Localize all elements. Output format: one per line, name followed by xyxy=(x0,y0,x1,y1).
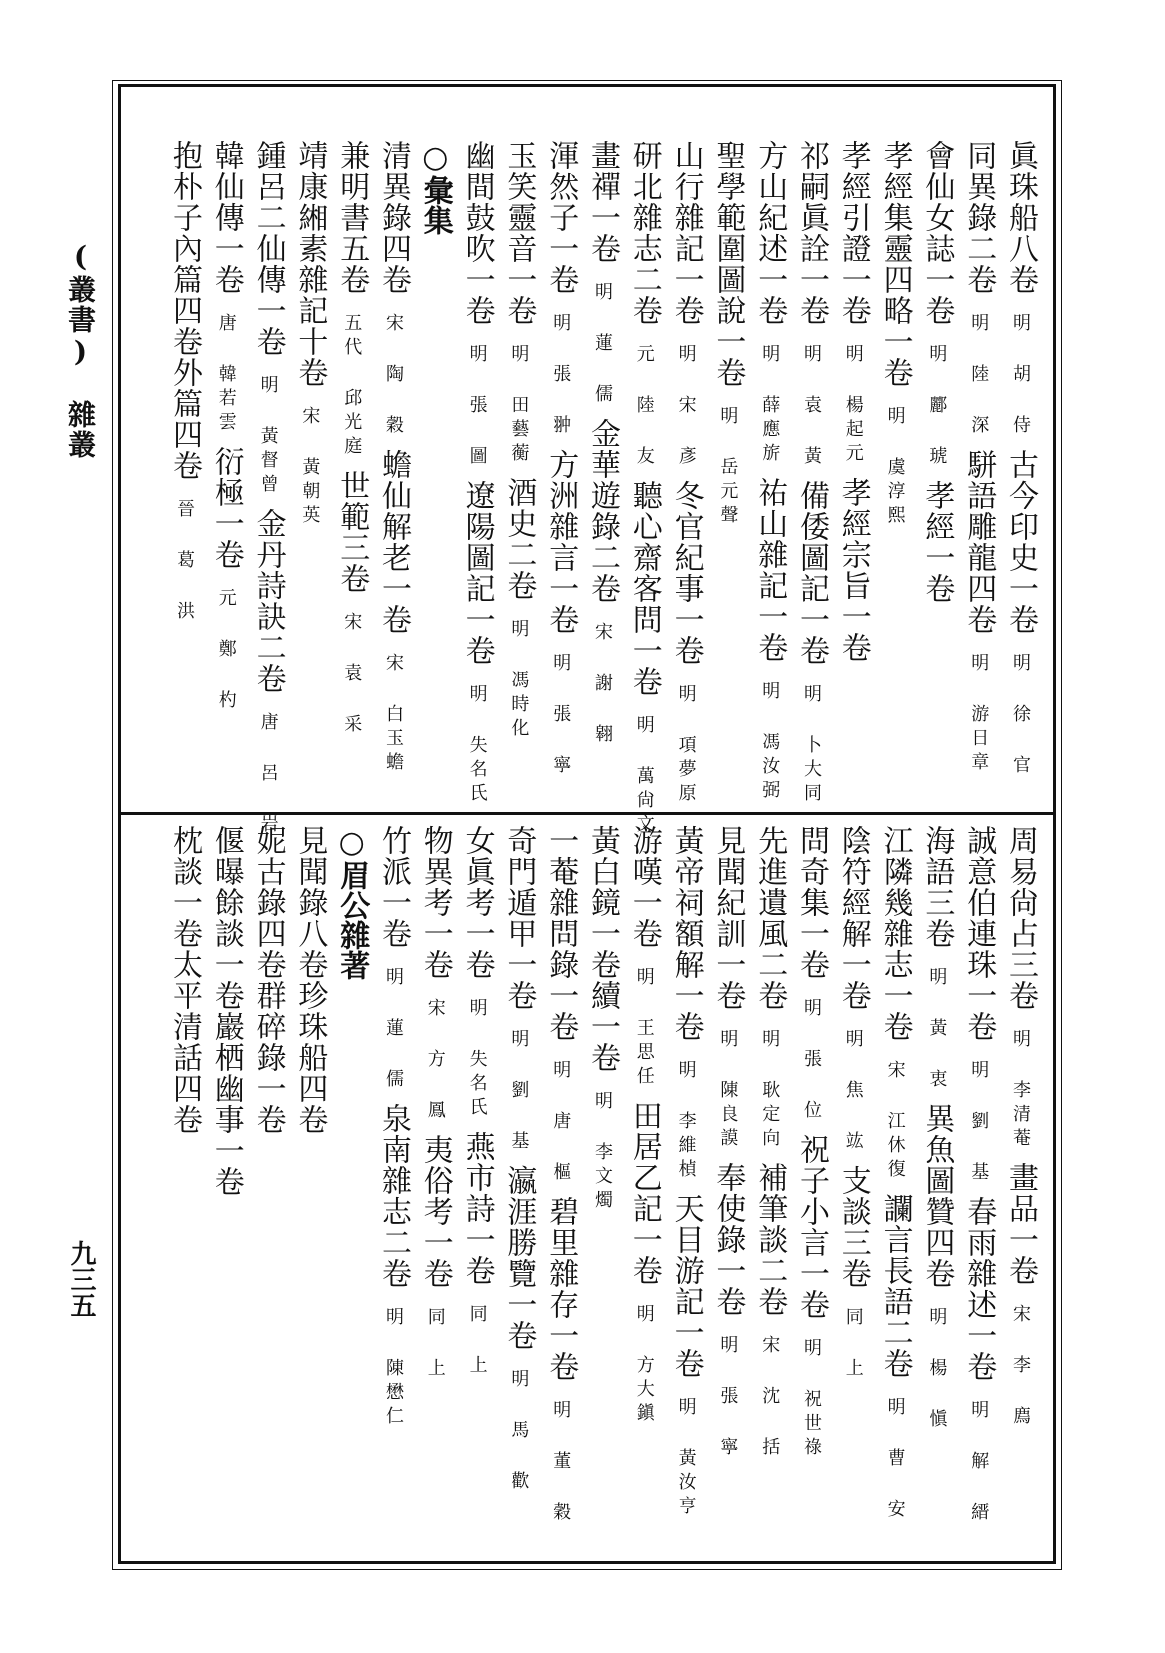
author-note: 同 上 xyxy=(466,1304,488,1379)
entry-column xyxy=(415,825,455,1545)
book-title: 補筆談二卷 xyxy=(752,1162,788,1317)
entry-column xyxy=(666,825,706,1545)
author-note: 同 上 xyxy=(424,1307,446,1382)
book-title: 海語三卷 xyxy=(919,825,955,949)
author-note: 明 張 位 xyxy=(801,998,822,1124)
author-note: 明 方大鎭 xyxy=(633,1304,655,1427)
book-title: 酒史二卷 xyxy=(501,477,537,601)
book-title: 妮古錄四卷 xyxy=(250,825,286,980)
book-title: 偃曝餘談一卷 xyxy=(208,825,244,1011)
entry-column xyxy=(707,825,747,1545)
author-note: 晉 葛 洪 xyxy=(174,499,195,625)
book-title: 會仙女誌一卷 xyxy=(919,140,955,326)
entry-column xyxy=(582,140,622,800)
book-title: 韓仙傳一卷 xyxy=(208,140,244,295)
book-title: 兼明書五卷 xyxy=(334,140,370,295)
entry-column xyxy=(624,825,664,1545)
author-note: 明 酈 琥 xyxy=(926,344,948,470)
book-title: 孝經集靈四略一卷 xyxy=(877,140,913,388)
section-heading: ○彙集 xyxy=(417,140,453,235)
author-note: 明 蓮 儒 xyxy=(383,967,404,1093)
book-title: 一菴雜問錄一卷 xyxy=(543,825,579,1042)
book-title: 畫品一卷 xyxy=(1003,1162,1038,1286)
author-note: 明 馬 歡 xyxy=(508,1369,530,1495)
book-title: 燕市詩一卷 xyxy=(459,1131,495,1286)
running-head: (叢書) 雜叢 xyxy=(64,240,97,460)
book-title: 蟾仙解老一卷 xyxy=(376,449,411,635)
entry-column xyxy=(1000,825,1040,1545)
entry-column xyxy=(791,825,831,1545)
book-title: 金丹詩訣二卷 xyxy=(250,508,286,694)
author-note: 明 耿定向 xyxy=(759,1029,781,1152)
book-title: 夷俗考一卷 xyxy=(417,1134,453,1289)
book-title: 春雨雜述一卷 xyxy=(961,1196,997,1382)
author-note: 宋 江休復 xyxy=(884,1060,906,1183)
book-title: 群碎錄一卷 xyxy=(250,980,286,1135)
entry-column xyxy=(791,140,831,807)
book-title: 誠意伯連珠一卷 xyxy=(961,825,997,1042)
book-title: 問奇集一卷 xyxy=(794,825,829,980)
author-note: 明 田藝蘅 xyxy=(508,344,530,467)
entry-column xyxy=(875,140,915,800)
section-heading: ○眉公雜著 xyxy=(334,825,370,980)
entry-column xyxy=(958,825,998,1545)
author-note: 明 陳良謨 xyxy=(717,1029,739,1152)
author-note: 唐 韓若雲 xyxy=(215,313,237,436)
author-note: 明 宋 彥 xyxy=(675,344,697,470)
author-note: 明 項夢原 xyxy=(675,684,697,807)
entry-column xyxy=(206,825,246,1545)
book-title: 祝子小言一卷 xyxy=(794,1134,829,1320)
entry-column xyxy=(666,140,706,807)
book-title: 支談三卷 xyxy=(835,1165,871,1289)
author-note: 明 失名氏 xyxy=(466,684,488,807)
author-note: 明 劉 基 xyxy=(968,1060,990,1186)
author-note: 明 陳懋仁 xyxy=(383,1307,404,1430)
page-number: 九三五 xyxy=(66,1240,96,1318)
book-title: 同異錄二卷 xyxy=(961,140,997,295)
book-title: 奇門遁甲一卷 xyxy=(501,825,537,1011)
book-title: 孝經宗旨一卷 xyxy=(835,477,871,663)
book-title: 竹派一卷 xyxy=(376,825,411,949)
author-note: 宋 白玉蟾 xyxy=(383,653,404,776)
book-title: 金華遊錄二卷 xyxy=(585,418,620,604)
book-title: 奉使錄一卷 xyxy=(710,1162,746,1317)
author-note: 元 鄭 杓 xyxy=(215,588,237,714)
book-title: 聽心齋客問一卷 xyxy=(626,480,662,697)
book-title: 清異錄四卷 xyxy=(376,140,411,295)
book-title: 讕言長語二卷 xyxy=(877,1193,913,1379)
entry-column xyxy=(540,140,580,800)
entry-column xyxy=(415,140,455,800)
entry-column xyxy=(248,140,288,838)
entry-column xyxy=(624,140,664,838)
entry-column xyxy=(540,825,580,1545)
book-title: 駢語雕龍四卷 xyxy=(961,449,997,635)
book-title: 珍珠船四卷 xyxy=(292,980,328,1135)
book-title: 祐山雜記一卷 xyxy=(752,477,788,663)
author-note: 宋 陶 穀 xyxy=(383,313,404,439)
author-note: 明 徐 官 xyxy=(1010,653,1031,779)
author-note: 明 陸 深 xyxy=(968,313,990,439)
entry-column xyxy=(457,140,497,807)
book-title: 幽間鼓吹一卷 xyxy=(459,140,495,326)
author-note: 明 岳元聲 xyxy=(717,406,739,529)
author-note: 明 李維楨 xyxy=(675,1060,697,1183)
author-note: 明 張 寧 xyxy=(550,653,572,779)
author-note: 宋 黃朝英 xyxy=(299,406,321,529)
author-note: 明 曹 安 xyxy=(884,1397,906,1523)
book-title: 備倭圖記一卷 xyxy=(794,480,829,666)
author-note: 明 萬尙文 xyxy=(633,715,655,838)
book-title: 遼陽圖記一卷 xyxy=(459,480,495,666)
author-note: 明 馮時化 xyxy=(508,619,530,742)
book-title: 游嘆一卷 xyxy=(626,825,662,949)
entry-column xyxy=(707,140,747,800)
book-title: 山行雜記一卷 xyxy=(668,140,704,326)
author-note: 明 袁 黃 xyxy=(801,344,822,470)
book-title: 太平清話四卷 xyxy=(167,949,202,1135)
author-note: 明 張 寧 xyxy=(717,1335,739,1461)
author-note: 五代 邱光庭 xyxy=(341,313,363,460)
entry-column xyxy=(373,140,413,800)
book-title: 江隣幾雜志一卷 xyxy=(877,825,913,1042)
author-note: 明 焦 竑 xyxy=(842,1029,864,1155)
author-note: 明 張 圖 xyxy=(466,344,488,470)
book-title: 古今印史一卷 xyxy=(1003,449,1038,635)
book-title: 畫禪一卷 xyxy=(585,140,620,264)
book-title: 天目游記一卷 xyxy=(668,1193,704,1379)
entry-column xyxy=(331,140,371,800)
author-note: 明 唐 樞 xyxy=(550,1060,572,1186)
book-title: 見聞紀訓一卷 xyxy=(710,825,746,1011)
book-title: 物異考一卷 xyxy=(417,825,453,980)
book-title: 黃帝祠額解一卷 xyxy=(668,825,704,1042)
book-title: 女眞考一卷 xyxy=(459,825,495,980)
author-note: 同 上 xyxy=(842,1307,864,1382)
book-title: 瀛涯勝覽一卷 xyxy=(501,1165,537,1351)
author-note: 元 陸 友 xyxy=(633,344,655,470)
book-title: 鍾呂二仙傳一卷 xyxy=(250,140,286,357)
entry-column xyxy=(457,825,497,1545)
book-title: 泉南雜志二卷 xyxy=(376,1103,411,1289)
entry-column xyxy=(498,825,538,1545)
entry-column xyxy=(248,825,288,1545)
entry-column xyxy=(958,140,998,800)
entry-column xyxy=(289,140,329,800)
book-title: 異魚圖贊四卷 xyxy=(919,1103,955,1289)
entry-column xyxy=(1000,140,1040,800)
book-title: 衍極一卷 xyxy=(208,446,244,570)
book-title: 先進遺風二卷 xyxy=(752,825,788,1011)
author-note: 明 黃汝亨 xyxy=(675,1397,697,1520)
entry-column xyxy=(206,140,246,800)
book-title: 枕談一卷 xyxy=(167,825,202,949)
author-note: 宋 方 鳳 xyxy=(424,998,446,1124)
author-note: 宋 袁 采 xyxy=(341,612,363,738)
book-title: 聖學範圍圖說一卷 xyxy=(710,140,746,388)
entry-column xyxy=(875,825,915,1545)
entry-column xyxy=(331,825,371,1545)
author-note: 明 李清菴 xyxy=(1010,1029,1031,1152)
book-title: 周易尙占三卷 xyxy=(1003,825,1038,1011)
author-note: 宋 謝 翱 xyxy=(592,622,613,748)
author-note: 明 馮汝弼 xyxy=(759,681,781,804)
book-title: 靖康緗素雜記十卷 xyxy=(292,140,328,388)
author-note: 明 黃督曾 xyxy=(257,375,279,498)
author-note: 明 解 縉 xyxy=(968,1400,990,1526)
entry-column xyxy=(749,140,789,804)
author-note: 明 董 穀 xyxy=(550,1400,572,1526)
book-title: 渾然子一卷 xyxy=(543,140,579,295)
entry-column xyxy=(833,825,873,1545)
book-title: 巖栖幽事一卷 xyxy=(208,1011,244,1197)
author-note: 明 王思任 xyxy=(633,967,655,1090)
entry-column xyxy=(373,825,413,1545)
author-note: 明 游日章 xyxy=(968,653,990,776)
book-title: 研北雜志二卷 xyxy=(626,140,662,326)
book-title: 方山紀述一卷 xyxy=(752,140,788,326)
book-title: 碧里雜存一卷 xyxy=(543,1196,579,1382)
author-note: 明 劉 基 xyxy=(508,1029,530,1155)
book-title: 黃白鏡一卷續一卷 xyxy=(585,825,620,1073)
entry-column xyxy=(164,140,204,800)
author-note: 明 失名氏 xyxy=(466,998,488,1121)
book-title: 見聞錄八卷 xyxy=(292,825,328,980)
author-note: 明 黃 衷 xyxy=(926,967,948,1093)
entry-column xyxy=(289,825,329,1545)
book-title: 眞珠船八卷 xyxy=(1003,140,1038,295)
book-title: 玉笑靈音一卷 xyxy=(501,140,537,326)
author-note: 明 祝世祿 xyxy=(801,1338,822,1461)
author-note: 明 李文燭 xyxy=(592,1091,613,1214)
entry-column xyxy=(916,140,956,800)
book-title: 孝經一卷 xyxy=(919,480,955,604)
author-note: 明 蓮 儒 xyxy=(592,282,613,408)
author-note: 明 楊 愼 xyxy=(926,1307,948,1433)
author-note: 明 楊起元 xyxy=(842,344,864,467)
book-title: 方洲雜言一卷 xyxy=(543,449,579,635)
author-note: 明 卜大同 xyxy=(801,684,822,807)
book-title: 抱朴子內篇四卷外篇四卷 xyxy=(167,140,202,481)
author-note: 宋 沈 括 xyxy=(759,1335,781,1461)
book-title: 冬官紀事一卷 xyxy=(668,480,704,666)
book-title: 陰符經解一卷 xyxy=(835,825,871,1011)
entry-column xyxy=(833,140,873,800)
author-note: 唐 呂 岩 xyxy=(257,712,279,838)
entry-column xyxy=(498,140,538,800)
book-title: 祁嗣眞詮一卷 xyxy=(794,140,829,326)
book-title: 孝經引證一卷 xyxy=(835,140,871,326)
author-note: 明 薛應旂 xyxy=(759,344,781,467)
author-note: 明 胡 侍 xyxy=(1010,313,1031,439)
entry-column xyxy=(164,825,204,1545)
book-title: 世範三卷 xyxy=(334,470,370,594)
author-note: 明 虞淳熙 xyxy=(884,406,906,529)
entry-column xyxy=(582,825,622,1545)
book-title: 田居乙記一卷 xyxy=(626,1100,662,1286)
entry-column xyxy=(916,825,956,1545)
author-note: 明 張 翀 xyxy=(550,313,572,439)
author-note: 宋 李 廌 xyxy=(1010,1304,1031,1430)
entry-column xyxy=(749,825,789,1545)
